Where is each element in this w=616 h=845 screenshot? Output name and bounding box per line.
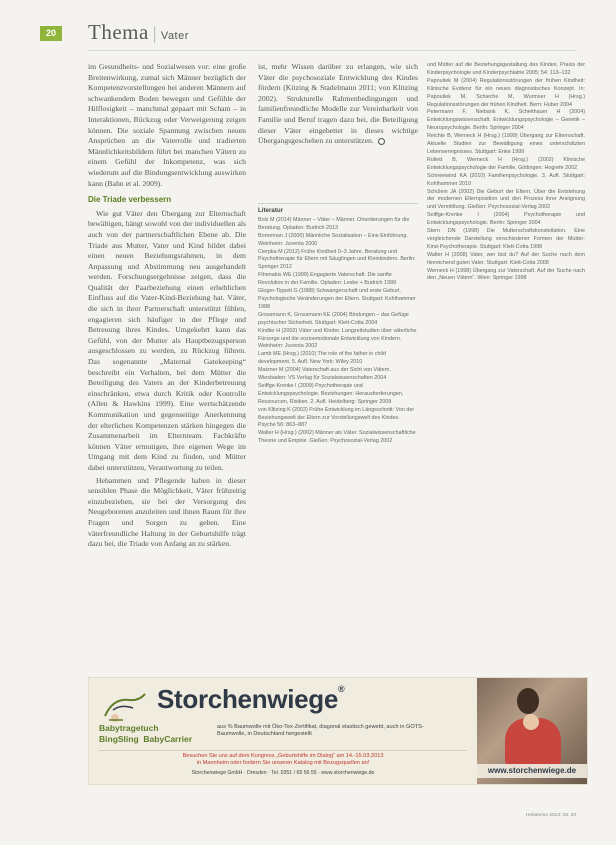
literature-item: Schülein JA (2002) Die Geburt der Eltern. Über die Entstehung der modernen Elternposition und den Prozess ihrer Aneignung und Vermittlung. Gießen: Psychosozial-Verlag 2002 [427, 188, 585, 211]
ad-banner-line: in Mannheim oder fordern Sie unseren Katalog mit Bezugsquellen an! [196, 760, 370, 766]
literature-item: Rollett B, Werneck H (Hrsg.) (2002) Klinische Entwicklungspsychologie der Familie. Göttingen: Hogrefe 2002 [427, 156, 585, 171]
photo-head-shape [517, 688, 539, 714]
literature-item: Reichle B, Werneck H (Hrsg.) (1999) Übergang zur Elternschaft. Aktuelle Studien zur Bewältigung eines unterschätzten Lebensereignisses. Stuttgart: Enke 1999 [427, 133, 585, 155]
literature-item: Lamb ME (Hrsg.) (2010) The role of the father in child development. 5. Aufl. New York: Wiley 2010 [258, 351, 386, 366]
ad-contact: Storchenwiege GmbH · Dresden · Tel. 0351 / 65 56 55 · www.storchenwiege.de [191, 770, 375, 776]
paragraph: Hebammen und Pflegende haben in dieser sensiblen Phase die Möglichkeit, Väter frühzeitig einzubeziehen, sie bei der Versorgung des Neugeborenen anzuleiten und ihnen Raum für ihre Fragen und Sorgen zu geben. Eine väterfreundliche Haltung in der Geburtshilfe trägt dazu bei, die Triade von Anfang an zu stärken. [88, 475, 246, 549]
subheading: Die Triade verbessern [88, 195, 172, 205]
photo-baby-shape [523, 714, 539, 730]
literature-item: Bolz M (2014) Männer – Väter – Männer. Orientierungen für die Beratung. Opladen: Budrich 2013 [258, 216, 410, 231]
literature-item: Kindler H (2002) Väter und Kinder. Langzeitstudien über väterliche Fürsorge und die sozioemotionale Entwicklung von Kindern. Weinheim: Juventa 2002 [258, 327, 417, 350]
literature-item: Werneck H (1998) Übergang zur Vaterschaft. Auf der Suche nach den „Neuen Vätern“. Wien: Springer 1998 [427, 267, 585, 282]
literature-item: Papoušek M (2004) Regulationsstörungen der frühen Kindheit: Klinische Evidenz für ein neues diagnostisches Konzept. In: Papoušek M, Schieche M, Wurmser H (Hrsg.) Regulationsstörungen der frühen Kindheit. Bern: Huber 2004 [427, 77, 585, 108]
literature-item: Gloger-Tippelt G (1988) Schwangerschaft und erste Geburt. Psychologische Veränderungen der Eltern. Stuttgart: Kohlhammer 1988 [258, 288, 416, 310]
literature-item: Seiffge-Krenke I (2009) Psychotherapie und Entwicklungspsychologie. Beziehungen: Herausforderungen, Ressourcen, Risiken. 2. Aufl. Heidelberg: Springer 2009 [258, 382, 404, 405]
page-footer: Hebamme 2013; 26: 20 [525, 813, 576, 818]
ad-banner-line: Besuchen Sie uns auf dem Kongress „Geburtshilfe im Dialog“ am 14.-15.03.2013 [182, 753, 384, 759]
ad-website-link[interactable]: www.storchenwiege.de [477, 764, 587, 778]
literature-list [258, 203, 418, 446]
advertisement[interactable] [88, 677, 588, 785]
paragraph-text: ist, mehr Wissen darüber zu erlangen, wie sich Väter die psychosoziale Entwicklung des Kindes fördern (Kitzing & Stadelmann 2011; von Klitzing 2002). Strukturelle Rahmenbedingungen und familienfreundliche Modelle zur Vereinbarkeit von Familie und Beruf tragen dazu bei, die Beteiligung dieser Väter eingebettet in dieses wichtige Übergangsgeschehen zu unterstützen. [258, 62, 418, 146]
literature-item: Seiffge-Krenke I (2004) Psychotherapie und Entwicklungspsychologie. Berlin: Springer 2004 [427, 212, 585, 227]
ad-product-list [99, 723, 192, 745]
ad-product-row [99, 734, 192, 745]
registered-mark: ® [338, 684, 345, 694]
topic-label: Vater [160, 30, 189, 42]
literature-item: Schneewind KA (2010) Familienpsychologie. 3. Aufl. Stuttgart: Kohlhammer 2010 [427, 172, 585, 187]
stork-logo-icon [99, 690, 149, 724]
literature-item: Petermann F, Niebank K, Scheithauer H (2004) Entwicklungswissenschaft. Entwicklungspsychologie – Genetik – Neuropsychologie. Berlin: Springer 2004 [427, 109, 585, 132]
ad-product: BabyCarrier [143, 734, 193, 744]
literature-item: von Klitzing K (2002) Frühe Entwicklung im Längsschnitt: Von der Beziehungswelt der Eltern zur Vorstellungswelt des Kindes. Psyche 56: 863–887 [258, 406, 415, 429]
ad-congress-banner [99, 750, 467, 767]
paragraph [258, 62, 418, 147]
literature-heading: Literatur [258, 207, 284, 214]
literature-item: und Mütter auf die Beziehungsgestaltung des Kindes. Praxis der Kinderpsychologie und Kinderpsychiatrie 2005; 54: 113–132 [427, 62, 585, 76]
paragraph: Wie gut Väter den Übergang zur Elternschaft bewältigen, hängt sowohl von der individuellen als auch von der partnerschaftlichen Ebene ab. Die Triade aus Mutter, Vater und Kind bildet dabei einen neuen Beziehungsrahmen, in dem Anpassung und Abstimmung neu ausgehandelt werden. Forschungsergebnisse zeigen, dass die Qualität der Paarbeziehung einen erheblichen Einfluss auf die Vater-Kind-Beziehung hat. Väter, die sich in ihrer Partnerschaft unterstützt fühlen, engagieren sich häufiger in der Pflege und Betreuung ihres Kindes. Umgekehrt kann das Gefühl, von der Mutter als Hauptbezugsperson ausgeschlossen zu werden, zu Rückzug führen. Das sogenannte „Maternal Gatekeeping“ beschreibt ein Verhalten, bei dem Mütter die Beteiligung des Vaters an der Kinderbetreuung einschränken, etwa durch Kritik oder Kontrolle (Allen & Hawkins 1999). Eine wertschätzende Kommunikation und gegenseitige Anerkennung der elterlichen Kompetenzen stärken hingegen die Zusammenarbeit im Elternteam. Fachkräfte können Väter ermutigen, ihre eigenen Wege im Umgang mit dem Kind zu finden, und Mütter dabei unterstützen, Verantwortung zu teilen. [88, 208, 246, 472]
literature-item: Fthenakis WE (1999) Engagierte Vaterschaft. Die sanfte Revolution in der Familie. Opladen: Leske + Budrich 1999 [258, 272, 396, 287]
literature-item: Walter H (Hrsg.) (2002) Männer als Väter. Sozialwissenschaftliche Theorie und Empirie. Gießen: Psychosozial-Verlag 2002 [258, 430, 416, 445]
header-rule [88, 50, 576, 51]
header-separator: | [152, 23, 157, 43]
end-of-article-icon [378, 138, 385, 145]
literature-item: Cierpka M (2012) Frühe Kindheit 0–3 Jahre. Beratung und Psychotherapie für Eltern mit Säuglingen und Kleinkindern. Berlin: Springer 2012 [258, 248, 416, 271]
literature-item: Grossmann K, Grossmann KE (2004) Bindungen – das Gefüge psychischer Sicherheit. Stuttgart: Klett-Cotta 2004 [258, 311, 409, 326]
literature-item: Matzner M (2004) Vaterschaft aus der Sicht von Vätern. Wiesbaden: VS Verlag für Sozialwissenschaften 2004 [258, 367, 391, 382]
column-1 [88, 62, 246, 552]
literature-item: Borneman J (2000) Männliche Sozialisation – Eine Einführung. Weinheim: Juventa 2000 [258, 232, 408, 247]
column-3-literature [427, 62, 585, 283]
literature-item: Stern DN (1998) Die Mutterschaftskonstellation. Eine vergleichende Darstellung verschiedener Formen der Mutter-Kind-Psychotherapie. Stuttgart: Klett-Cotta 1998 [427, 228, 585, 250]
ad-product: BingSling [99, 734, 139, 744]
paragraph: im Gesundheits- und Sozialwesen vor: eine große Breitenwirkung, zumal sich Männer bezüglich der Kompetenzvorstellungen bei anderen Männern auf schwankendem Boden bewegen und Gefühle der Hilflosigkeit – manchmal gepaart mit Scham – in Interaktionen, Rückzug oder Verweigerung zeigen können. Die soziale Spannung zwischen neuen Ansprüchen an die Vaterrolle und tradierten Männlichkeitsbildern führt bei manchen Vätern zu einem Gefühl der Inkompetenz, was sich wiederum auf die Bindungsentwicklung auswirken kann (Bahn et al. 2009). [88, 62, 246, 188]
column-2 [258, 62, 418, 149]
page-header [88, 20, 189, 45]
section-title: Thema [88, 20, 149, 44]
ad-description: aus % Baumwolle mit Öko-Tex-Zertifikat, diagonal elastisch gewebt, auch in GOTS-Baumwolle, in Deutschland hergestellt [217, 724, 424, 737]
ad-product: Babytragetuch [99, 723, 159, 733]
ad-brand-name: Storchenwiege [157, 684, 339, 714]
page-number: 20 [40, 26, 62, 41]
ad-brand-title [157, 684, 344, 715]
literature-item: Walter H (2008) Vater, wer bist du? Auf der Suche nach dem hinreichend guten Vater. Stuttgart: Klett-Cotta 2008 [427, 251, 585, 266]
